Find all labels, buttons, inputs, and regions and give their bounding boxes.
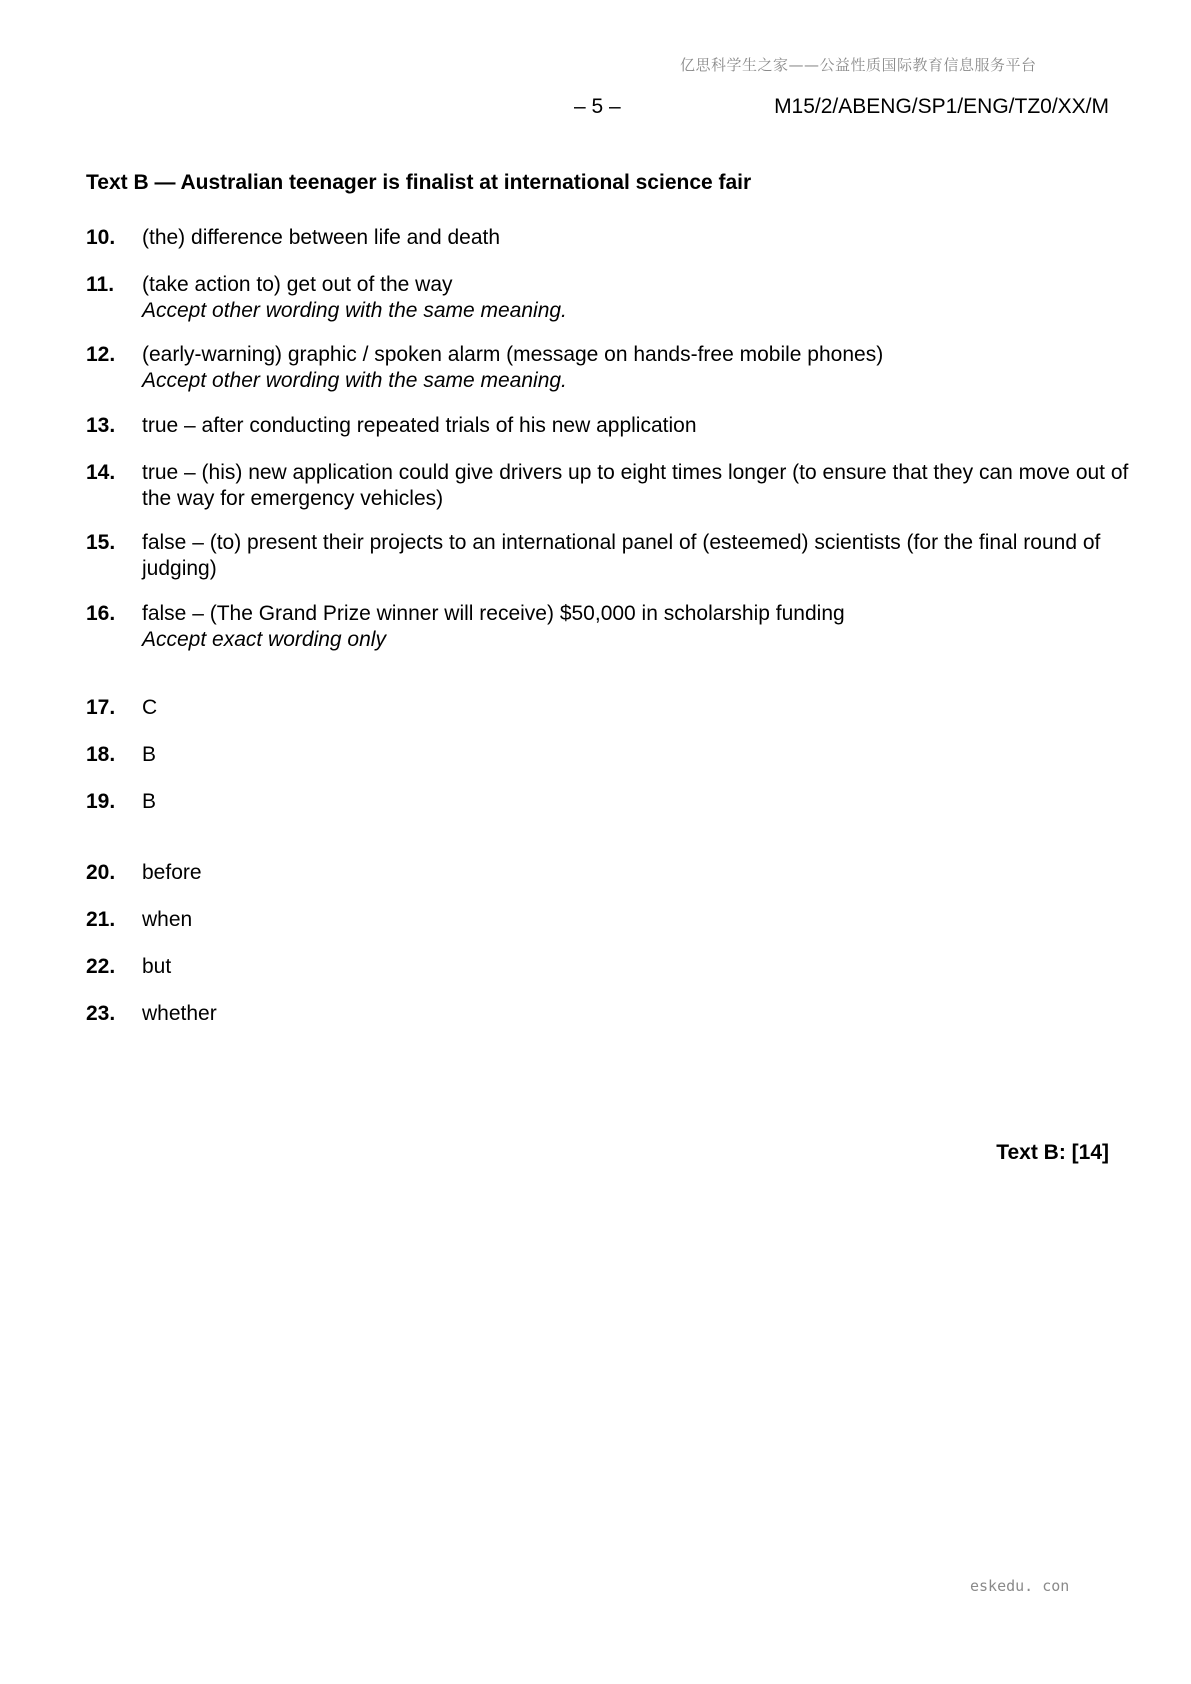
section-total-marks: Text B: [14] bbox=[996, 1141, 1109, 1164]
answer-body: false – (to) present their projects to an international panel of (esteemed) scientists (for the final round of judging) bbox=[142, 531, 1101, 580]
answer-text bbox=[142, 695, 1142, 721]
answer-body: true – (his) new application could give drivers up to eight times longer (to ensure that they can move out of the way for emergency vehicles) bbox=[142, 461, 1129, 510]
answer-text bbox=[142, 907, 1142, 933]
answer-number: 19. bbox=[86, 790, 116, 813]
answer-body: false – (The Grand Prize winner will receive) $50,000 in scholarship funding bbox=[142, 602, 845, 625]
answer-number: 22. bbox=[86, 955, 116, 978]
answer-body: whether bbox=[142, 1002, 217, 1025]
document-code: M15/2/ABENG/SP1/ENG/TZ0/XX/M bbox=[774, 95, 1109, 118]
answer-body: before bbox=[142, 861, 202, 884]
answer-text bbox=[142, 860, 1142, 886]
answer-number: 10. bbox=[86, 226, 116, 249]
watermark-top: 亿思科学生之家——公益性质国际教育信息服务平台 bbox=[680, 56, 1037, 74]
answer-number: 16. bbox=[86, 602, 116, 625]
answer-number: 12. bbox=[86, 343, 116, 366]
answer-text bbox=[142, 272, 1142, 324]
answer-text bbox=[142, 742, 1142, 768]
answer-text bbox=[142, 601, 1142, 653]
answer-number: 20. bbox=[86, 861, 116, 884]
page-number: – 5 – bbox=[574, 95, 621, 118]
answer-text bbox=[142, 789, 1142, 815]
answer-body: C bbox=[142, 696, 158, 719]
answer-number: 15. bbox=[86, 531, 116, 554]
answer-body: when bbox=[142, 908, 193, 931]
answer-body: true – after conducting repeated trials of his new application bbox=[142, 414, 697, 437]
answer-note: Accept other wording with the same meaning. bbox=[142, 299, 567, 322]
answer-number: 18. bbox=[86, 743, 116, 766]
answer-body: but bbox=[142, 955, 172, 978]
answer-text bbox=[142, 1001, 1142, 1027]
answer-note: Accept other wording with the same meaning. bbox=[142, 369, 567, 392]
answer-text bbox=[142, 225, 1142, 251]
answer-number: 23. bbox=[86, 1002, 116, 1025]
answer-body: B bbox=[142, 790, 157, 813]
answer-body: (the) difference between life and death bbox=[142, 226, 501, 249]
watermark-bottom: eskedu. con bbox=[970, 1577, 1070, 1595]
answer-number: 13. bbox=[86, 414, 116, 437]
answer-body: B bbox=[142, 743, 157, 766]
answer-number: 14. bbox=[86, 461, 116, 484]
answer-text bbox=[142, 530, 1142, 582]
section-title: Text B — Australian teenager is finalist at international science fair bbox=[86, 171, 752, 194]
answer-text bbox=[142, 460, 1142, 512]
answer-body: (early-warning) graphic / spoken alarm (message on hands-free mobile phones) bbox=[142, 343, 884, 366]
answer-text bbox=[142, 342, 1142, 394]
answer-body: (take action to) get out of the way bbox=[142, 273, 453, 296]
answer-number: 17. bbox=[86, 696, 116, 719]
answer-text bbox=[142, 413, 1142, 439]
answer-text bbox=[142, 954, 1142, 980]
answer-number: 21. bbox=[86, 908, 116, 931]
answer-number: 11. bbox=[86, 273, 115, 296]
answer-note: Accept exact wording only bbox=[142, 628, 386, 651]
